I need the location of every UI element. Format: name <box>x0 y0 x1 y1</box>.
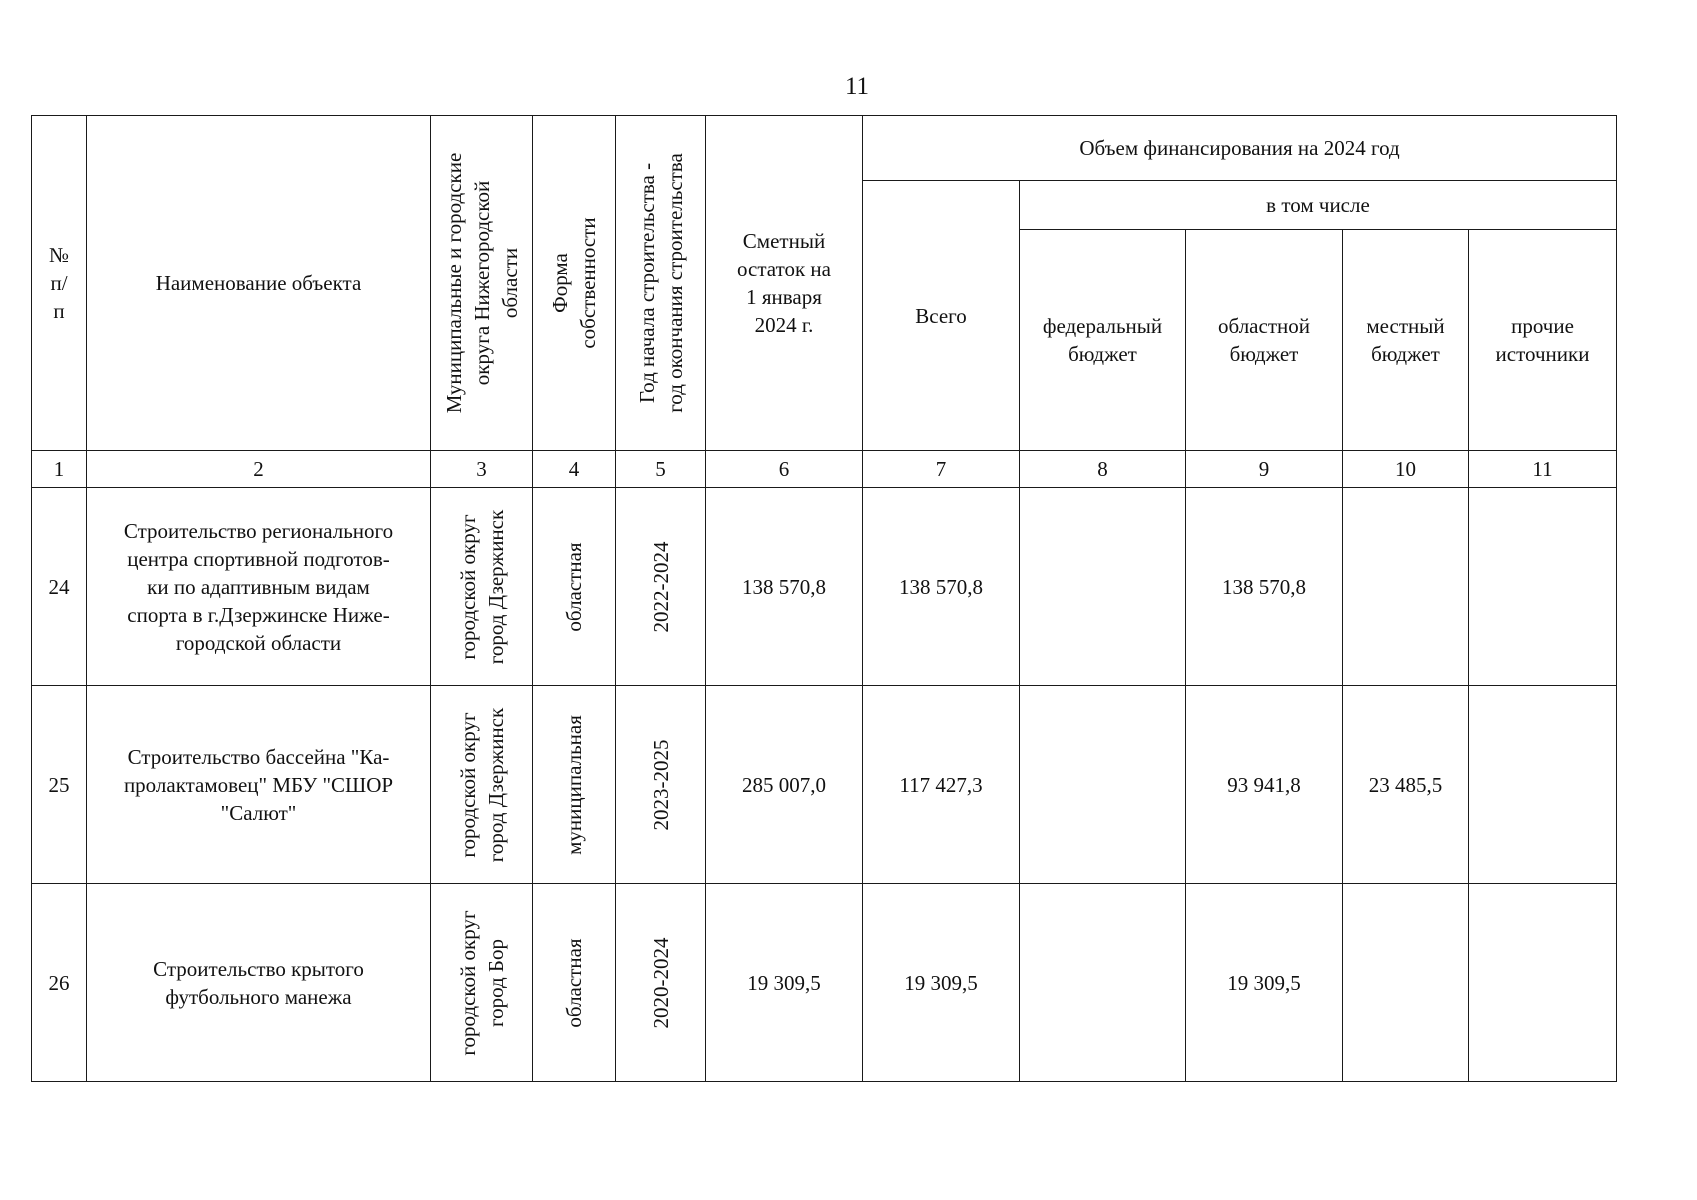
construction-years: 2020-2024 <box>616 884 706 1082</box>
header-estimate-balance: Сметный остаток на 1 января 2024 г. <box>706 116 863 451</box>
other-amount <box>1469 884 1617 1082</box>
row-number: 25 <box>32 686 87 884</box>
construction-years: 2023-2025 <box>616 686 706 884</box>
row-number: 24 <box>32 488 87 686</box>
column-number: 6 <box>706 451 863 488</box>
total-amount: 19 309,5 <box>863 884 1020 1082</box>
regional-amount: 93 941,8 <box>1186 686 1343 884</box>
page-number: 11 <box>844 73 870 100</box>
table-row <box>32 884 1617 1082</box>
column-number: 4 <box>533 451 616 488</box>
table-row <box>32 686 1617 884</box>
construction-years: 2022-2024 <box>616 488 706 686</box>
federal-amount <box>1020 884 1186 1082</box>
municipality: городской округ город Бор <box>431 884 533 1082</box>
column-number: 7 <box>863 451 1020 488</box>
column-number: 10 <box>1343 451 1469 488</box>
header-other-sources: прочие источники <box>1469 230 1617 451</box>
column-number: 1 <box>32 451 87 488</box>
column-numbers-row <box>32 451 1617 488</box>
object-name: Строительство бассейна "Ка- пролактамовец" МБУ "СШОР "Салют" <box>87 686 431 884</box>
header-ownership: Форма собственности <box>533 116 616 451</box>
column-number: 8 <box>1020 451 1186 488</box>
header-municipality: Муниципальные и городские округа Нижегородской области <box>431 116 533 451</box>
federal-amount <box>1020 686 1186 884</box>
header-construction-years: Год начала строительства - год окончания строительства <box>616 116 706 451</box>
column-number: 9 <box>1186 451 1343 488</box>
column-number: 11 <box>1469 451 1617 488</box>
estimate-balance: 138 570,8 <box>706 488 863 686</box>
row-number: 26 <box>32 884 87 1082</box>
local-amount <box>1343 488 1469 686</box>
header-row-number: № п/ п <box>32 116 87 451</box>
object-name: Строительство крытого футбольного манежа <box>87 884 431 1082</box>
local-amount <box>1343 884 1469 1082</box>
object-name: Строительство регионального центра спортивной подготов- ки по адаптивным видам спорта в г.Дзержинске Ниже- городской области <box>87 488 431 686</box>
federal-amount <box>1020 488 1186 686</box>
total-amount: 117 427,3 <box>863 686 1020 884</box>
total-amount: 138 570,8 <box>863 488 1020 686</box>
regional-amount: 19 309,5 <box>1186 884 1343 1082</box>
column-number: 5 <box>616 451 706 488</box>
table-row <box>32 488 1617 686</box>
ownership: муниципальная <box>533 686 616 884</box>
local-amount: 23 485,5 <box>1343 686 1469 884</box>
column-number: 3 <box>431 451 533 488</box>
header-regional-budget: областной бюджет <box>1186 230 1343 451</box>
header-total: Всего <box>863 181 1020 451</box>
header-federal-budget: федеральный бюджет <box>1020 230 1186 451</box>
municipality: городской округ город Дзержинск <box>431 686 533 884</box>
estimate-balance: 285 007,0 <box>706 686 863 884</box>
regional-amount: 138 570,8 <box>1186 488 1343 686</box>
header-object-name: Наименование объекта <box>87 116 431 451</box>
header-local-budget: местный бюджет <box>1343 230 1469 451</box>
ownership: областная <box>533 884 616 1082</box>
header-including: в том числе <box>1020 181 1617 230</box>
financing-table <box>31 115 1617 1082</box>
other-amount <box>1469 686 1617 884</box>
ownership: областная <box>533 488 616 686</box>
other-amount <box>1469 488 1617 686</box>
column-number: 2 <box>87 451 431 488</box>
estimate-balance: 19 309,5 <box>706 884 863 1082</box>
municipality: городской округ город Дзержинск <box>431 488 533 686</box>
header-financing-2024: Объем финансирования на 2024 год <box>863 116 1617 181</box>
